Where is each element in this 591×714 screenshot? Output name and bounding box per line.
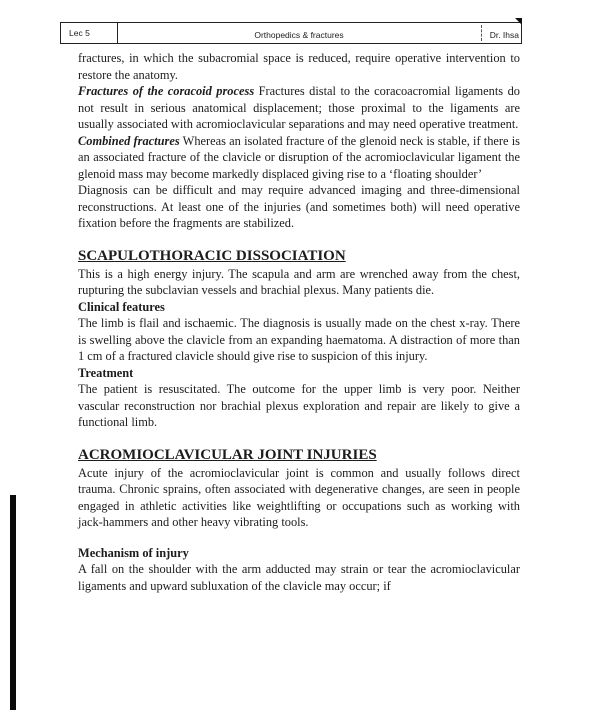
- page-header: [60, 22, 522, 44]
- lecture-label: Lec 5: [69, 28, 90, 38]
- term-coracoid: Fractures of the coracoid process: [78, 84, 255, 98]
- paragraph-coracoid: [78, 83, 520, 133]
- combined-text: Whereas an isolated fracture of the glenoid neck is stable, if there is an associated fracture of the clavicle or disruption of the acromioclavicular ligament the glenoid mass may become markedly displaced giving rise to a ‘floating shoulder’: [78, 133, 520, 181]
- section-title-scapulothoracic: SCAPULOTHORACIC DISSOCIATION: [78, 247, 346, 264]
- header-title: Orthopedics & fractures: [254, 30, 344, 40]
- term-combined: Combined fractures: [78, 133, 180, 148]
- paragraph-mechanism: A fall on the shoulder with the arm adducted may strain or tear the acromioclavicular ligaments and upward subluxation of the clavicle may occur; if: [78, 562, 520, 593]
- paragraph: fractures, in which the subacromial space is reduced, require operative intervention to restore the anatomy.: [78, 51, 520, 82]
- paragraph-acromio-intro: Acute injury of the acromioclavicular joint is common and usually follows direct trauma. Chronic sprains, often associated with degenerative changes, are seen in people engaged in athletic activities like weightlifting or occupations such as working with jack-hammers and other heavy vibrating tools.: [78, 465, 520, 529]
- header-author: Dr. Ihsa: [489, 30, 519, 40]
- subheading-mechanism: Mechanism of injury: [78, 545, 189, 560]
- paragraph-diagnosis: Diagnosis can be difficult and may require advanced imaging and three-dimensional reconstructions. At least one of the injuries (and sometimes both) will need operative fixation before the fragments are stabilized.: [78, 183, 520, 230]
- scan-edge-shadow: [10, 495, 16, 710]
- document-body: [78, 50, 520, 594]
- coracoid-text: Fractures distal to the coracoacromial ligaments do not result in serious anatomical displacement; those proximal to the ligaments are usually associated with acromioclavicular separations and may need operative treatment.: [78, 84, 520, 131]
- paragraph-clinical: The limb is flail and ischaemic. The diagnosis is usually made on the chest x-ray. There is swelling above the clavicle from an expanding haematoma. A distraction of more than 1 cm of a fractured clavicle should give rise to suspicion of this injury.: [78, 316, 520, 363]
- subheading-treatment: Treatment: [78, 365, 134, 380]
- paragraph-intro: This is a high energy injury. The scapula and arm are wrenched away from the chest, rupturing the subclavian vessels and brachial plexus. Many patients die.: [78, 266, 520, 297]
- paragraph-combined: [78, 133, 520, 183]
- paragraph-treatment: The patient is resuscitated. The outcome for the upper limb is very poor. Neither vascular reconstruction nor brachial plexus exploration and repair are likely to give a functional limb.: [78, 382, 520, 429]
- subheading-clinical: Clinical features: [78, 299, 165, 314]
- header-divider-dashed: [481, 25, 482, 41]
- corner-mark: [515, 18, 522, 25]
- section-title-acromioclavicular: ACROMIOCLAVICULAR JOINT INJURIES: [78, 446, 377, 463]
